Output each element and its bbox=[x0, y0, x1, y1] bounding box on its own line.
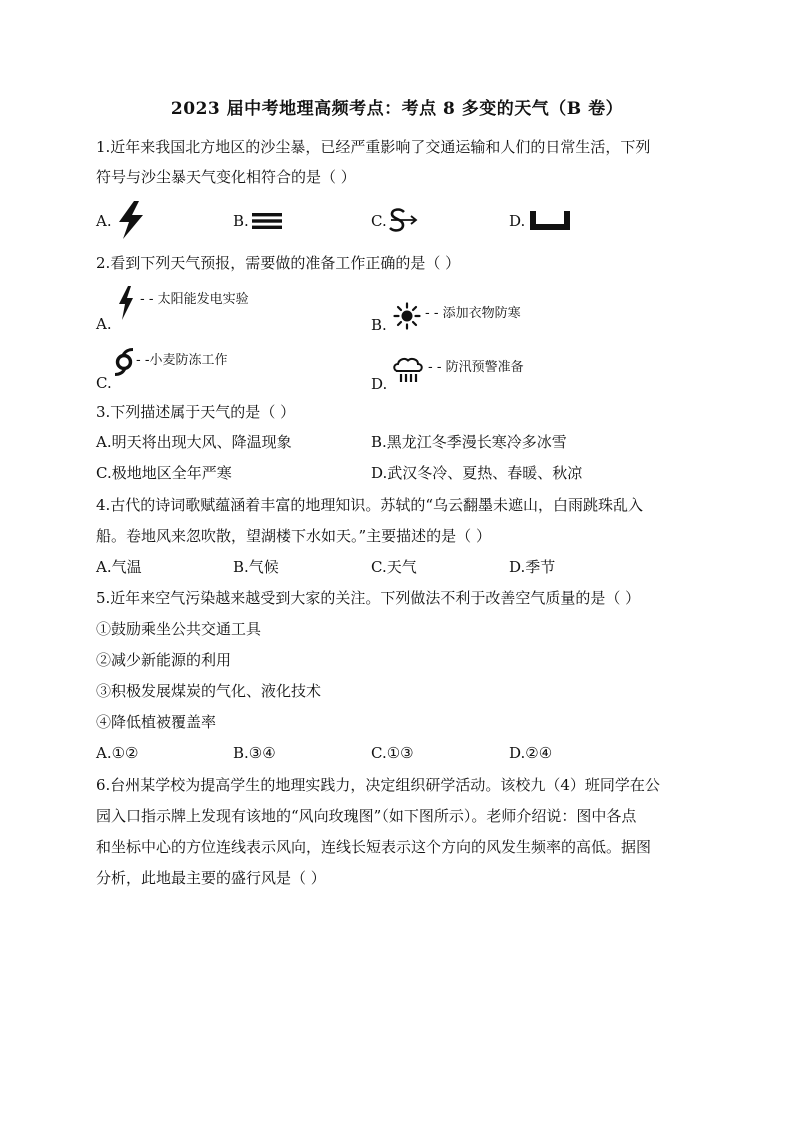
q3-option-c: C.极地地区全年严寒 bbox=[96, 464, 232, 482]
q2-option-d-label: D. bbox=[371, 375, 388, 393]
q5-item-2: ②减少新能源的利用 bbox=[96, 651, 232, 669]
q3-option-a: A.明天将出现大风、降温现象 bbox=[96, 433, 292, 451]
q3-stem: 3.下列描述属于天气的是（ ） bbox=[96, 403, 296, 421]
snow-depth-bracket-icon bbox=[530, 209, 570, 231]
q6-stem-line2: 园入口指示牌上发现有该地的“风向玫瑰图”（如下图所示）。老师介绍说：图中各点 bbox=[96, 807, 637, 825]
q4-option-b: B.气候 bbox=[233, 558, 279, 576]
q4-stem-line1: 4.古代的诗词歌赋蕴涵着丰富的地理知识。苏轼的“乌云翻墨未遮山，白雨跳珠乱入 bbox=[96, 496, 643, 514]
q3-option-b: B.黑龙江冬季漫长寒冷多冰雪 bbox=[371, 433, 567, 451]
q2-option-a-caption: - - 太阳能发电实验 bbox=[140, 292, 249, 307]
q5-option-a: A.①② bbox=[96, 744, 139, 762]
q5-item-4: ④降低植被覆盖率 bbox=[96, 713, 217, 731]
sun-icon bbox=[393, 302, 421, 330]
q5-item-3: ③积极发展煤炭的气化、液化技术 bbox=[96, 682, 322, 700]
q2-stem: 2.看到下列天气预报，需要做的准备工作正确的是（ ） bbox=[96, 254, 461, 272]
lightning-icon bbox=[116, 285, 136, 321]
q1-option-b-label: B. bbox=[233, 212, 249, 230]
q2-option-d-caption: - - 防汛预警准备 bbox=[428, 360, 524, 375]
q2-option-c-label: C. bbox=[96, 374, 112, 392]
q5-item-1: ①鼓励乘坐公共交通工具 bbox=[96, 620, 262, 638]
q2-option-b-label: B. bbox=[371, 316, 387, 334]
q3-option-d: D.武汉冬冷、夏热、春暖、秋凉 bbox=[371, 464, 583, 482]
q1-option-a-label: A. bbox=[96, 212, 112, 230]
q5-option-d: D.②④ bbox=[509, 744, 553, 762]
q1-option-c-label: C. bbox=[371, 212, 387, 230]
exam-title: 2023 届中考地理高频考点：考点 8 多变的天气（B 卷） bbox=[170, 99, 624, 119]
q1-stem-line2: 符号与沙尘暴天气变化相符合的是（ ） bbox=[96, 168, 356, 186]
q6-stem-line4: 分析，此地最主要的盛行风是（ ） bbox=[96, 869, 326, 887]
q4-option-c: C.天气 bbox=[371, 558, 417, 576]
q6-stem-line3: 和坐标中心的方位连线表示风向，连线长短表示这个方向的风发生频率的高低。据图 bbox=[96, 838, 652, 856]
q4-option-a: A.气温 bbox=[96, 558, 142, 576]
q2-option-a-label: A. bbox=[96, 315, 112, 333]
q6-stem-line1: 6.台州某学校为提高学生的地理实践力，决定组织研学活动。该校九（4）班同学在公 bbox=[96, 776, 660, 794]
q5-stem: 5.近年来空气污染越来越受到大家的关注。下列做法不利于改善空气质量的是（ ） bbox=[96, 589, 641, 607]
rain-cloud-icon bbox=[392, 356, 424, 384]
thunder-lightning-icon bbox=[114, 199, 148, 241]
q1-option-d-label: D. bbox=[509, 212, 526, 230]
typhoon-icon bbox=[112, 348, 136, 376]
q4-option-d: D.季节 bbox=[509, 558, 556, 576]
q5-option-c: C.①③ bbox=[371, 744, 414, 762]
fog-lines-icon bbox=[252, 212, 282, 230]
q5-option-b: B.③④ bbox=[233, 744, 276, 762]
sandstorm-s-arrow-icon bbox=[387, 207, 419, 235]
q1-stem-line1: 1.近年来我国北方地区的沙尘暴，已经严重影响了交通运输和人们的日常生活，下列 bbox=[96, 138, 651, 156]
q4-stem-line2: 船。卷地风来忽吹散，望湖楼下水如天。”主要描述的是（ ） bbox=[96, 527, 491, 545]
q2-option-c-caption: - -小麦防冻工作 bbox=[136, 353, 228, 368]
q2-option-b-caption: - - 添加衣物防寒 bbox=[425, 306, 521, 321]
